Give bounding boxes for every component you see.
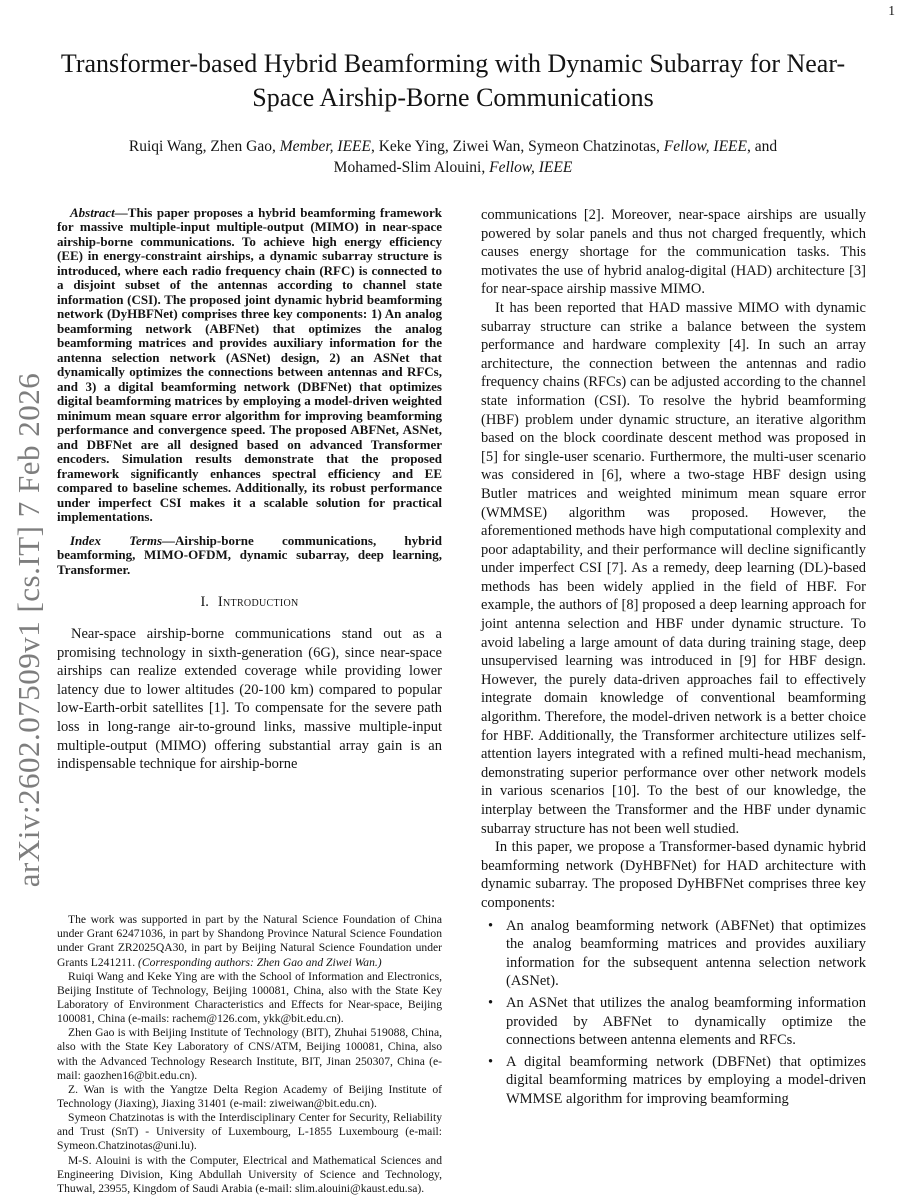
bullet-icon: • — [488, 917, 494, 934]
footnote-affiliation: M-S. Alouini is with the Computer, Electrical and Mathematical Sciences and Engineering Division, King Abdullah University of Science and Technology, Thuwal, 23955, Kingdom of Saudi Arabia (e-mail: slim.alouini@kaust.edu.sa). — [57, 1153, 442, 1195]
index-terms-text: Airship-borne communications, hybrid beamforming, MIMO-OFDM, dynamic subarray, deep learning, Transformer. — [57, 532, 442, 577]
author-segment: , and — [746, 137, 778, 155]
abstract-label: Abstract— — [70, 205, 128, 220]
footnote-affiliation: Zhen Gao is with Beijing Institute of Technology (BIT), Zhuhai 519088, China, also with the State Key Laboratory of CNS/ATM, Beijing 100081, China, also with the Advanced Technology Research Institute, BIT, Jinan 250307, China (e-mail: gaozhen16@bit.edu.cn). — [57, 1026, 442, 1082]
index-terms-paragraph — [57, 534, 442, 577]
index-terms-label: Index Terms— — [70, 532, 176, 548]
left-column — [57, 206, 442, 1196]
author-segment-ieee: Member, IEEE — [279, 137, 371, 155]
author-line-2 — [0, 157, 906, 179]
paper-title: Transformer-based Hybrid Beamforming with Dynamic Subarray for Near-Space Airship-Borne Communications — [60, 49, 846, 113]
bullet-text: A digital beamforming network (DBFNet) that optimizes digital beamforming matrices by employing a model-driven WMMSE algorithm for improving beamforming — [506, 1053, 866, 1107]
body-paragraph: It has been reported that HAD massive MIMO with dynamic subarray structure can strike a balance between the system performance and hardware complexity [4]. In such an array architecture, the connection between the antennas and radio frequency chains (RFCs) can be adjusted according to the channel state information (CSI). To resolve the hybrid beamforming (HBF) problem under dynamic structure, an iterative algorithm based on the block coordinate descent method was proposed in [5] for single-user scenario. Furthermore, the multi-user scenario was considered in [6], where a two-stage HBF design using Butler matrices and weighted minimum mean square error (WMMSE) algorithm was proposed. However, the aforementioned methods have high computational complexity and poor adaptability, and their performance will decline significantly under imperfect CSI [7]. As a remedy, deep learning (DL)-based methods has been widely applied in the field of HBF. For example, the authors of [8] proposed a deep learning approach for joint antenna selection and HBF under dynamic structure. To avoid labeling a large amount of data during training stage, deep unsupervised learning was introduced in [9] for HBF design. However, the purely data-driven approaches fail to effectively integrate domain knowledge of conventional beamforming algorithm. Therefore, the model-driven network is a better choice for HBF. Additionally, the Transformer architecture utilizes self-attention layers integrated with a refined multi-head mechanism, demonstrating superior performance over other network models in various scenarios [10]. To the best of our knowledge, the interplay between the Transformer and the HBF under dynamic subarray structure has not been well studied. — [481, 299, 866, 837]
footnotes-block — [57, 913, 442, 1196]
bullet-text: An analog beamforming network (ABFNet) that optimizes the analog beamforming matrices and provides auxiliary information for the subsequent antenna selection network (ASNet). — [506, 917, 866, 990]
bullet-icon: • — [488, 1053, 494, 1070]
author-segment: , Keke Ying, Ziwei Wan, Symeon Chatzinotas, — [370, 137, 664, 155]
author-segment: Mohamed-Slim Alouini, — [333, 159, 490, 177]
author-segment-ieee: Fellow, IEEE — [489, 159, 573, 177]
two-column-layout — [57, 206, 866, 1196]
arxiv-watermark: arXiv:2602.07509v1 [cs.IT] 7 Feb 2026 — [11, 372, 46, 888]
bullet-item — [481, 1053, 866, 1109]
body-paragraph: In this paper, we propose a Transformer-based dynamic hybrid beamforming network (DyHBFNet) for HAD architecture with dynamic subarray. The proposed DyHBFNet comprises three key components: — [481, 839, 866, 911]
section-title: Introduction — [217, 594, 299, 611]
bullet-text: An ASNet that utilizes the analog beamforming information provided by ABFNet to dynamically optimize the connections between antenna elements and RFCs. — [506, 994, 866, 1049]
section-number: I. — [200, 594, 209, 611]
footnote-affiliation: Symeon Chatzinotas is with the Interdisciplinary Center for Security, Reliability and Trust (SnT) - University of Luxembourg, L-1855 Luxembourg (e-mail: Symeon.Chatzinotas@uni.lu). — [57, 1111, 442, 1153]
author-segment: Ruiqi Wang, Zhen Gao, — [128, 137, 280, 155]
intro-paragraph: Near-space airship-borne communications stand out as a promising technology in sixth-generation (6G), since near-space airships can realize extended coverage while providing lower latency due to lower altitudes (20-100 km) compared to popular low-Earth-orbit satellites [1]. To compensate for the severe path loss in long-range air-to-ground links, massive multiple-input multiple-output (MIMO) offering substantial array gain is an indispensable technique for airship-borne — [57, 626, 442, 773]
footnote-affiliation: Z. Wan is with the Yangtze Delta Region Academy of Beijing Institute of Technology (Jiaxing), Jiaxing 31401 (e-mail: ziweiwan@bit.edu.cn). — [57, 1082, 442, 1111]
body-paragraph: communications [2]. Moreover, near-space airships are usually powered by solar panels and thus not charged frequently, which causes energy shortage for the communication tasks. This motivates the use of hybrid analog-digital (HAD) architecture [3] for near-space airship massive MIMO. — [481, 207, 866, 298]
footnote-text: The work was supported in part by the Natural Science Foundation of China under Grant 62471036, in part by Shandong Province Natural Science Foundation under Grant ZR2025QA30, in part by Beijing Natural Science Foundation under Grants L241211. — [57, 913, 442, 969]
author-block — [0, 136, 906, 179]
right-column — [481, 206, 866, 1196]
abstract-text: This paper proposes a hybrid beamforming framework for massive multiple-input multiple-output (MIMO) in near-space airship-borne communications. To achieve high energy efficiency (EE) in energy-constraint airships, a dynamic subarray structure is introduced, where each radio frequency chain (RFC) is connected to a disjoint subset of the antennas according to channel state information (CSI). The proposed joint dynamic hybrid beamforming network (DyHBFNet) comprises three key components: 1) An analog beamforming network (ABFNet) that optimizes the analog beamforming matrices and provides auxiliary information for the antenna selection network (ASNet) design, 2) an ASNet that dynamically optimizes the connections between antennas and RFCs, and 3) a digital beamforming network (DBFNet) that optimizes digital beamforming matrices by employing a model-driven weighted minimum mean square error algorithm for improving beamforming performance and convergence speed. The proposed ABFNet, ASNet, and DBFNet are all designed based on advanced Transformer encoders. Simulation results demonstrate that the proposed framework significantly enhances spectral efficiency and EE compared to baseline schemes. Additionally, its robust performance under imperfect CSI makes it a scalable solution for practical implementations. — [57, 205, 442, 525]
page-number: 1 — [888, 3, 895, 18]
bullet-item — [481, 917, 866, 991]
bullet-icon: • — [488, 994, 494, 1011]
footnote-affiliation: Ruiqi Wang and Keke Ying are with the School of Information and Electronics, Beijing Institute of Technology, Beijing 100081, China, also with the State Key Laboratory of Environment Characteristics and Effects for Near-space, Beijing 100081, China (e-mails: rachem@126.com, ykk@bit.edu.cn). — [57, 969, 442, 1026]
bullet-item — [481, 994, 866, 1050]
footnote-funding — [57, 913, 442, 970]
bullet-list — [481, 917, 866, 1109]
corresponding-authors-note: (Corresponding authors: Zhen Gao and Ziwei Wan.) — [138, 955, 382, 969]
paper-header — [0, 0, 906, 179]
author-segment-ieee: Fellow, IEEE — [663, 137, 747, 155]
section-heading-introduction — [57, 594, 442, 611]
author-line-1 — [0, 136, 906, 158]
abstract-paragraph — [57, 206, 442, 525]
